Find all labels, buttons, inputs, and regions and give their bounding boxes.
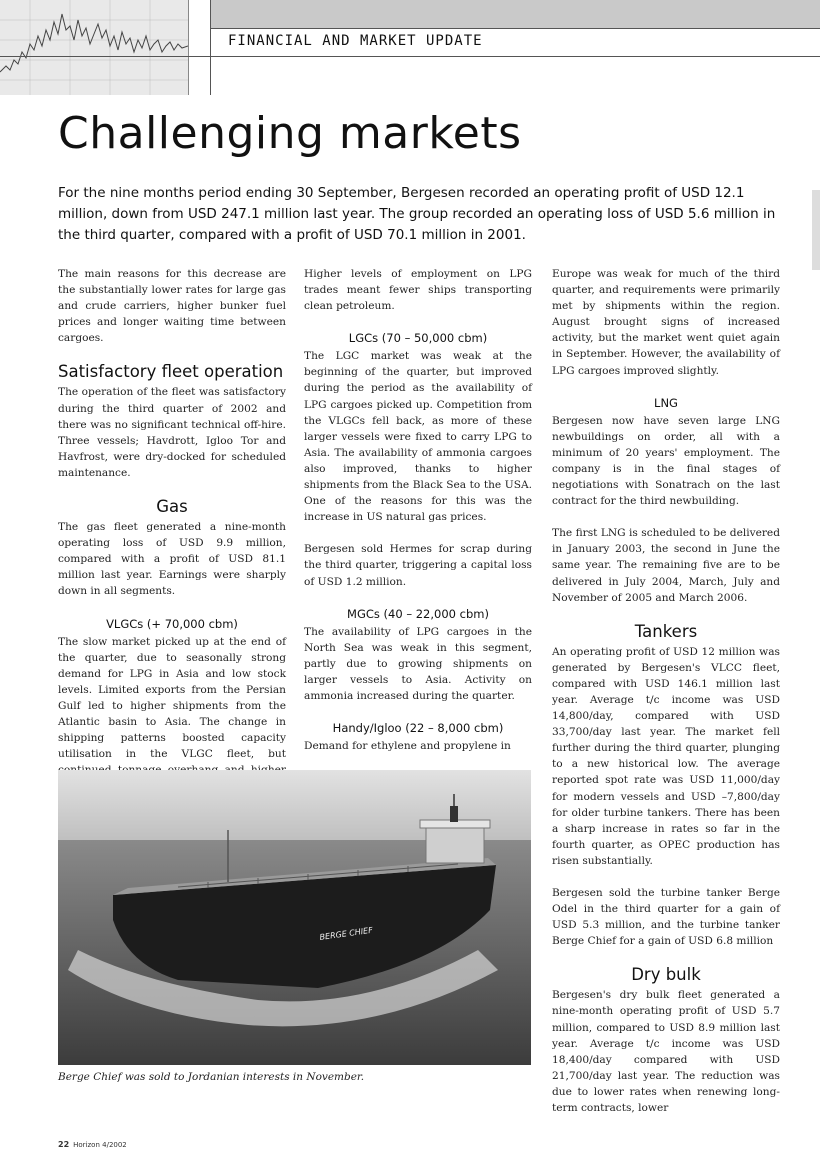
ship-photo <box>58 770 531 1065</box>
hermes-paragraph: Bergesen sold Hermes for scrap during the third quarter, triggering a capital loss of USD 1.2 million. <box>304 543 532 588</box>
odel-paragraph: Bergesen sold the turbine tanker Berge Odel in the third quarter for a gain of USD 5.3 million, and the turbine tanker Berge Chief for a gain of USD 6.8 million <box>552 887 780 948</box>
photo-caption: Berge Chief was sold to Jordanian interests in November. <box>58 1071 365 1083</box>
heading-handy-igloo: Handy/Igloo (22 – 8,000 cbm) <box>332 721 504 736</box>
lng-paragraph-1: Bergesen now have seven large LNG newbuildings on order, all with a minimum of 20 years' employment. The company is in the final stages of negotiations with Sonatrach on the last contract for the third newbuilding. <box>552 414 780 508</box>
intro-paragraph: The main reasons for this decrease are the substantially lower rates for large gas and crude carriers, higher bunker fuel prices and longer waiting time between cargoes. <box>58 268 286 345</box>
heading-lng: LNG <box>654 395 678 410</box>
header-chart-thumbnail <box>0 0 189 95</box>
ship-name-label: BERGE CHIEF <box>319 925 374 942</box>
heading-dry-bulk: Dry bulk <box>631 965 701 985</box>
column-2 <box>304 266 532 770</box>
lead-paragraph: For the nine months period ending 30 September, Bergesen recorded an operating profit of USD 12.1 million, down from USD 247.1 million last year. The group recorded an operating loss of USD 5.6 million in the third quarter, compared with a profit of USD 70.1 million in 2001. <box>58 185 776 243</box>
handy-paragraph: Demand for ethylene and propylene in <box>304 740 511 753</box>
column-1 <box>58 266 286 827</box>
publication-name: Horizon 4/2002 <box>73 1141 127 1149</box>
page-number: 22 <box>58 1140 70 1149</box>
column-3 <box>552 266 780 1132</box>
page-footer <box>58 1140 127 1149</box>
mgc-paragraph: The availability of LPG cargoes in the North Sea was weak in this segment, partly due to growing shipments on larger vessels to Asia. Activity on ammonia increased during the quarter. <box>304 625 532 702</box>
dry-bulk-paragraph: Bergesen's dry bulk fleet generated a nine-month operating profit of USD 5.7 million, compared to USD 8.9 million last year. Average t/c income was USD 18,400/day compared with USD 21,700/day last year. The reduction was due to lower rates when renewing long-term contracts, lower <box>552 989 780 1115</box>
gas-paragraph: The gas fleet generated a nine-month operating loss of USD 9.9 million, compared with a profit of USD 81.1 million last year. Earnings were sharply down in all segments. <box>58 521 286 598</box>
header-band <box>210 0 820 28</box>
header-rule-top <box>210 28 820 29</box>
fleet-paragraph: The operation of the fleet was satisfactory during the third quarter of 2002 and there was no significant technical off-hire. Three vessels; Havdrott, Igloo Tor and Havfrost, were dry-docked for scheduled maintenance. <box>58 386 286 479</box>
heading-vlgcs: VLGCs (+ 70,000 cbm) <box>106 616 238 631</box>
tankers-paragraph: An operating profit of USD 12 million was generated by Bergesen's VLCC fleet, compared with USD 146.1 million last year. Average t/c income was USD 14,800/day, compared with USD 33,700/day last year. The market fell further during the third quarter, plunging to a new historical low. The average reported spot rate was USD 11,000/day for modern vessels and USD –7,800/day for older turbine tankers. There has been a sharp increase in rates so far in the fourth quarter, as OPEC production has risen substantially. <box>552 645 780 867</box>
heading-tankers: Tankers <box>634 621 698 641</box>
market-line-icon <box>0 0 188 95</box>
heading-mgcs: MGCs (40 – 22,000 cbm) <box>347 606 489 621</box>
lng-paragraph-2: The first LNG is scheduled to be delivered in January 2003, the second in June the same year. The remaining five are to be delivered in July 2004, March, July and November of 2005 and March 2006. <box>552 527 780 604</box>
header-divider <box>210 0 211 95</box>
heading-gas: Gas <box>156 497 188 517</box>
page-title: Challenging markets <box>58 108 522 159</box>
europe-paragraph: Europe was weak for much of the third quarter, and requirements were primarily met by shipments within the region. August brought signs of increased activity, but the market went quiet again in September. However, the availability of LPG cargoes improved slightly. <box>552 268 780 377</box>
page-edge-shadow <box>812 190 820 270</box>
heading-lgcs: LGCs (70 – 50,000 cbm) <box>348 331 488 346</box>
header-rule-bottom <box>0 56 820 57</box>
lpg-paragraph: Higher levels of employment on LPG trades meant fewer ships transporting clean petroleum. <box>304 268 532 313</box>
vlgc-paragraph: The slow market picked up at the end of the quarter, due to seasonally strong demand for LPG in Asia and low stock levels. Limited exports from the Persian Gulf led to higher shipments from the Atlantic basin to Asia. The change in shipping patterns boosted capacity utilisation in the VLGC fleet, but <box>58 635 286 761</box>
heading-fleet-operation: Satisfactory fleet operation <box>58 362 284 382</box>
lgc-paragraph: The LGC market was weak at the beginning of the quarter, but improved during the period as the availability of LPG cargoes picked up. Competition from the VLGCs fell back, as more of these larger vessels were fixed to carry LPG to Asia. The availability of ammonia cargoes also improved, thanks to higher shipments from the Black Sea to the USA. One of the reasons for this was the increase in US natural gas prices. <box>304 350 532 524</box>
section-label: FINANCIAL AND MARKET UPDATE <box>228 33 483 49</box>
tanker-ship-icon <box>58 770 531 1065</box>
